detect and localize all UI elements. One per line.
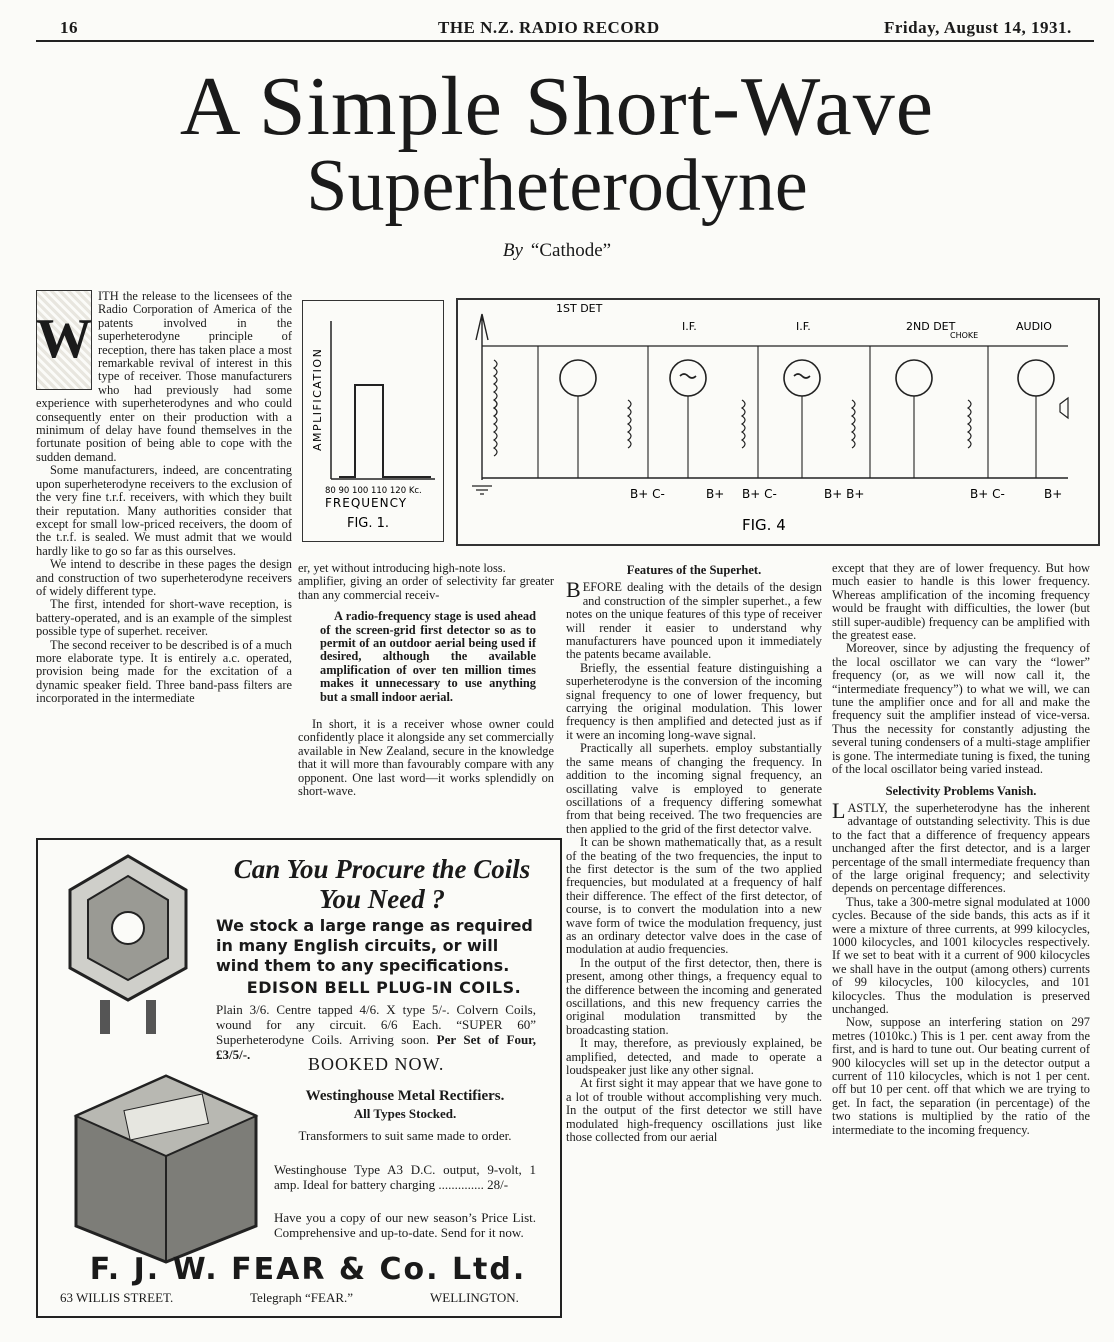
col1-paragraph-3: We intend to describe in these pages the design and construction of two superheterodyne receivers of widely different type.: [36, 557, 292, 598]
fig4-circuit: [458, 300, 1098, 544]
col4-heading: Selectivity Problems Vanish.: [885, 783, 1037, 798]
ad-all-types: All Types Stocked.: [353, 1106, 457, 1121]
fig1-xlabel: FREQUENCY: [325, 496, 408, 510]
col3-paragraph-5: In the output of the first detector, then, there is present, among other things, a frequency equal to the difference between the incoming and generated oscillations, and this new frequency carries the original modulation transmitted by the broadcasting station.: [566, 955, 822, 1037]
article-title-line2: Superheterodyne: [306, 145, 808, 227]
fig4-label-if-2: I.F.: [796, 320, 811, 333]
col4-paragraph-3: LASTLY, the superheterodyne has the inherent advantage of outstanding selectivity. This is due to the fact that a difference of frequency appears unchanged after the first detector, and is a larger percentage of the small intermediate frequency than of the large original frequency; and selectivity depends on percentage differences.: [832, 797, 1090, 896]
col4-paragraph-4: Thus, take a 300-metre signal modulated at 1000 cycles. Because of the side bands, this acts as if it were a mixture of three currents, at 999 kilocycles, 1000 kilocycles, and 1001 kilocycles respectively. If we set to beat with it a current of 900 kilocycles we shall have in the output (among others) currents of 99 kilocycles, 100 kilocycles, and 101 kilocycles. Thus the modulation is preserved unchanged.: [832, 894, 1090, 1016]
ad-street: 63 WILLIS STREET.: [60, 1290, 174, 1305]
figure-4-schematic: [456, 298, 1100, 546]
fig1-ticks: 80 90 100 110 120 Kc.: [325, 486, 422, 496]
fig4-supply-1: B+ C-: [630, 487, 665, 501]
fig1-ylabel: AMPLIFICATION: [311, 347, 324, 451]
fig4-caption: FIG. 4: [742, 516, 786, 534]
ad-company-name: F. J. W. FEAR & Co. Ltd.: [89, 1252, 527, 1287]
ad-westinghouse: Westinghouse Metal Rectifiers.: [305, 1088, 505, 1104]
issue-date: Friday, August 14, 1931.: [884, 18, 1072, 37]
col3-heading: Features of the Superhet.: [626, 563, 762, 577]
fig4-supply-2: B+: [706, 487, 725, 501]
col4-paragraph-2: Moreover, since by adjusting the frequency of the local oscillator we can vary the “lower” frequency (or, as we will now call it, the “intermediate frequency”) to what we will, we can tune the amplifier once and for all and make the frequency suit the amplifier instead of vice-versa. Thus the necessity for constantly adjusting the several tuning condensers of a multi-stage amplifier is gone. The intermediate tuning is fixed, the tuning of the local oscillator being varied instead.: [832, 641, 1090, 777]
figure-1: [302, 300, 444, 542]
fig4-supply-4: B+ B+: [824, 487, 865, 501]
byline-author: “Cathode”: [530, 240, 612, 261]
ad-prices: Plain 3/6. Centre tapped 4/6. X type 5/-. Colvern Coils, wound for any circuit. 6/6 Each. “SUPER 60” Superheterodyne Coils. Arriving soon. Per Set of Four, £3/5/-.: [216, 1002, 537, 1062]
col1-paragraph-5: The second receiver to be described is of a much more elaborate type. It is entirely a.c. operated, provision being made for the excitation of a dynamic speaker field. Three band-pass filters are incorporated in the intermediate: [36, 637, 292, 706]
col4-paragraph-1: except that they are of lower frequency. But how much easier to handle is this lower frequency. Whereas amplification of the incoming frequency would be fraught with difficulties, the lower (but still super-audible) frequency can be amplified with the greatest ease.: [832, 561, 1090, 643]
fig4-label-1st-det: 1ST DET: [556, 302, 603, 315]
fig4-label-choke: CHOKE: [950, 331, 979, 340]
col4-paragraph-5: Now, suppose an interfering station on 297 metres (1010kc.) This is 1 per. cent away from the first, and is hard to tune out. Our beating current of 900 kilocycles will set up in the detector output a current of 110 kilocycles, which is not 1 per cent. off but 10 per cent. off that which we are trying to get. In fact, the separation (in percentage) of the two stations is multiplied by the ratio of the intermediate to the incoming frequency.: [832, 1015, 1090, 1137]
ad-headline-line1: Can You Procure the Coils: [233, 854, 531, 884]
ad-city: WELLINGTON.: [430, 1290, 519, 1305]
byline-by: By: [502, 240, 523, 261]
coils-advertisement: [36, 838, 562, 1318]
ad-telegraph: Telegraph “FEAR.”: [250, 1290, 354, 1305]
article-title-line1: A Simple Short-Wave: [179, 60, 935, 153]
ad-stock-text: We stock a large range as required in many English circuits, or will wind them to any specifications.: [216, 916, 533, 975]
ad-a3dc: Westinghouse Type A3 D.C. output, 9-volt, 1 amp. Ideal for battery charging .............. 28/-: [274, 1162, 536, 1192]
col1-paragraph-2: Some manufacturers, indeed, are concentrating upon superheterodyne receivers to the exclusion of the very fine t.r.f. receivers, with which they built their reputation. Many authorities consider that except for small low-priced receivers, the doom of the t.r.f. is sealed. We must admit that we would hardly like to go so far as this ourselves.: [36, 463, 292, 558]
fig4-label-if-1: I.F.: [682, 320, 697, 333]
article-column-1: [36, 290, 292, 706]
col3-paragraph-7: At first sight it may appear that we have gone to a lot of trouble without accomplishing very much. In the output of the first detector we still have modulated high-frequency oscillations just like those collected from our aerial: [566, 1076, 822, 1145]
article-column-4: [832, 562, 1090, 1137]
page-number: 16: [60, 18, 78, 37]
col1-paragraph-4: The first, intended for short-wave reception, is battery-operated, and is an example of the simplest possible type of superhet. receiver.: [36, 597, 292, 639]
col2-paragraph-2: amplifier, giving an order of selectivity far greater than any commercial receiv-: [298, 574, 554, 602]
ad-set-price: Per Set of Four, £3/5/-.: [216, 1032, 537, 1062]
fig4-label-2nd-det: 2ND DET: [906, 320, 956, 333]
col2-paragraph-1: er, yet without introducing high-note loss.: [298, 561, 506, 575]
header-rule: [36, 40, 1094, 42]
fig1-caption: FIG. 1.: [347, 516, 390, 531]
coil-illustration: [58, 850, 198, 1050]
col3-paragraph-6: It may, therefore, as previously explained, be amplified, detected, and made to operate a loudspeaker just like any other signal.: [566, 1036, 822, 1078]
col3-paragraph-4: It can be shown mathematically that, as a result of the beating of the two frequencies, the input to the first detector is the sum of the two applied frequencies, but modulated at a frequency of half their difference. The effect of the first detector, of course, is to convert the modulation into a new wave form of twice the modulation frequency, just as an ordinary detector valve does in the case of modulation at audio frequencies.: [566, 835, 822, 957]
fig4-supply-3: B+ C-: [742, 487, 777, 501]
article-column-3: [566, 562, 822, 1144]
ad-booked-now: BOOKED NOW.: [308, 1054, 445, 1074]
ad-headline: [214, 854, 550, 914]
fig4-supply-6: B+: [1044, 487, 1063, 501]
col3-paragraph-3: Practically all superhets. employ substantially the same means of changing the frequency. In addition to the incoming signal frequency, an oscillating valve is employed to generate oscillations of a frequency differing somewhat from that being received. The two frequencies are then applied to the grid of the first detector valve.: [566, 741, 822, 836]
ad-edison-bell: EDISON BELL PLUG-IN COILS.: [246, 978, 522, 997]
col2-paragraph-3: In short, it is a receiver whose owner could confidently place it alongside any set commercially available in New Zealand, secure in the knowledge that it will more than favourably compare with any opponent. One last word—it works splendidly on short-wave.: [298, 717, 554, 799]
col2-bold-note: A radio-frequency stage is used ahead of the screen-grid first detector so as to permit of an outdoor aerial being used if desired, although the available amplification of over ten million times makes it unnecessary to use anything but a small indoor aerial.: [320, 609, 536, 704]
fig4-label-audio: AUDIO: [1016, 320, 1052, 333]
ad-transformers: Transformers to suit same made to order.: [298, 1128, 512, 1143]
ad-price-list: Have you a copy of our new season’s Price List. Comprehensive and up-to-date. Send for it now.: [274, 1210, 536, 1240]
col3-paragraph-2: Briefly, the essential feature distinguishing a superheterodyne is the conversion of the incoming signal frequency to one of lower frequency, but carrying the original modulation. This lower frequency is then amplified and detected just as if it were an incoming long-wave signal.: [566, 660, 822, 742]
fig1-graph: [303, 301, 443, 541]
dropcap-w: W: [36, 290, 92, 390]
article-column-2: [298, 562, 554, 799]
fig4-supply-5: B+ C-: [970, 487, 1005, 501]
col1-paragraph-1: ITH the release to the licensees of the Radio Corporation of America of the patents involved in the superheterodyne principle of reception, there has taken place a most remarkable revival of interest in this type of receiver. Those manufacturers who had previously had some experience with superheterodynes and who could consequently enter on their production with a minimum of delay have found themselves in the fortunate position of being able to cope with the sudden demand.: [36, 289, 292, 464]
ad-headline-line2: You Need ?: [319, 884, 445, 914]
publication-name: THE N.Z. RADIO RECORD: [438, 18, 660, 37]
rectifier-illustration: [56, 1066, 266, 1266]
col3-paragraph-1: BEFORE dealing with the details of the design and construction of the simpler superhet., a few notes on the unique features of this type of receiver will render it easier to understand why manufacturers have pounced upon it immediately the patents became available.: [566, 577, 822, 662]
byline: [0, 240, 1114, 262]
